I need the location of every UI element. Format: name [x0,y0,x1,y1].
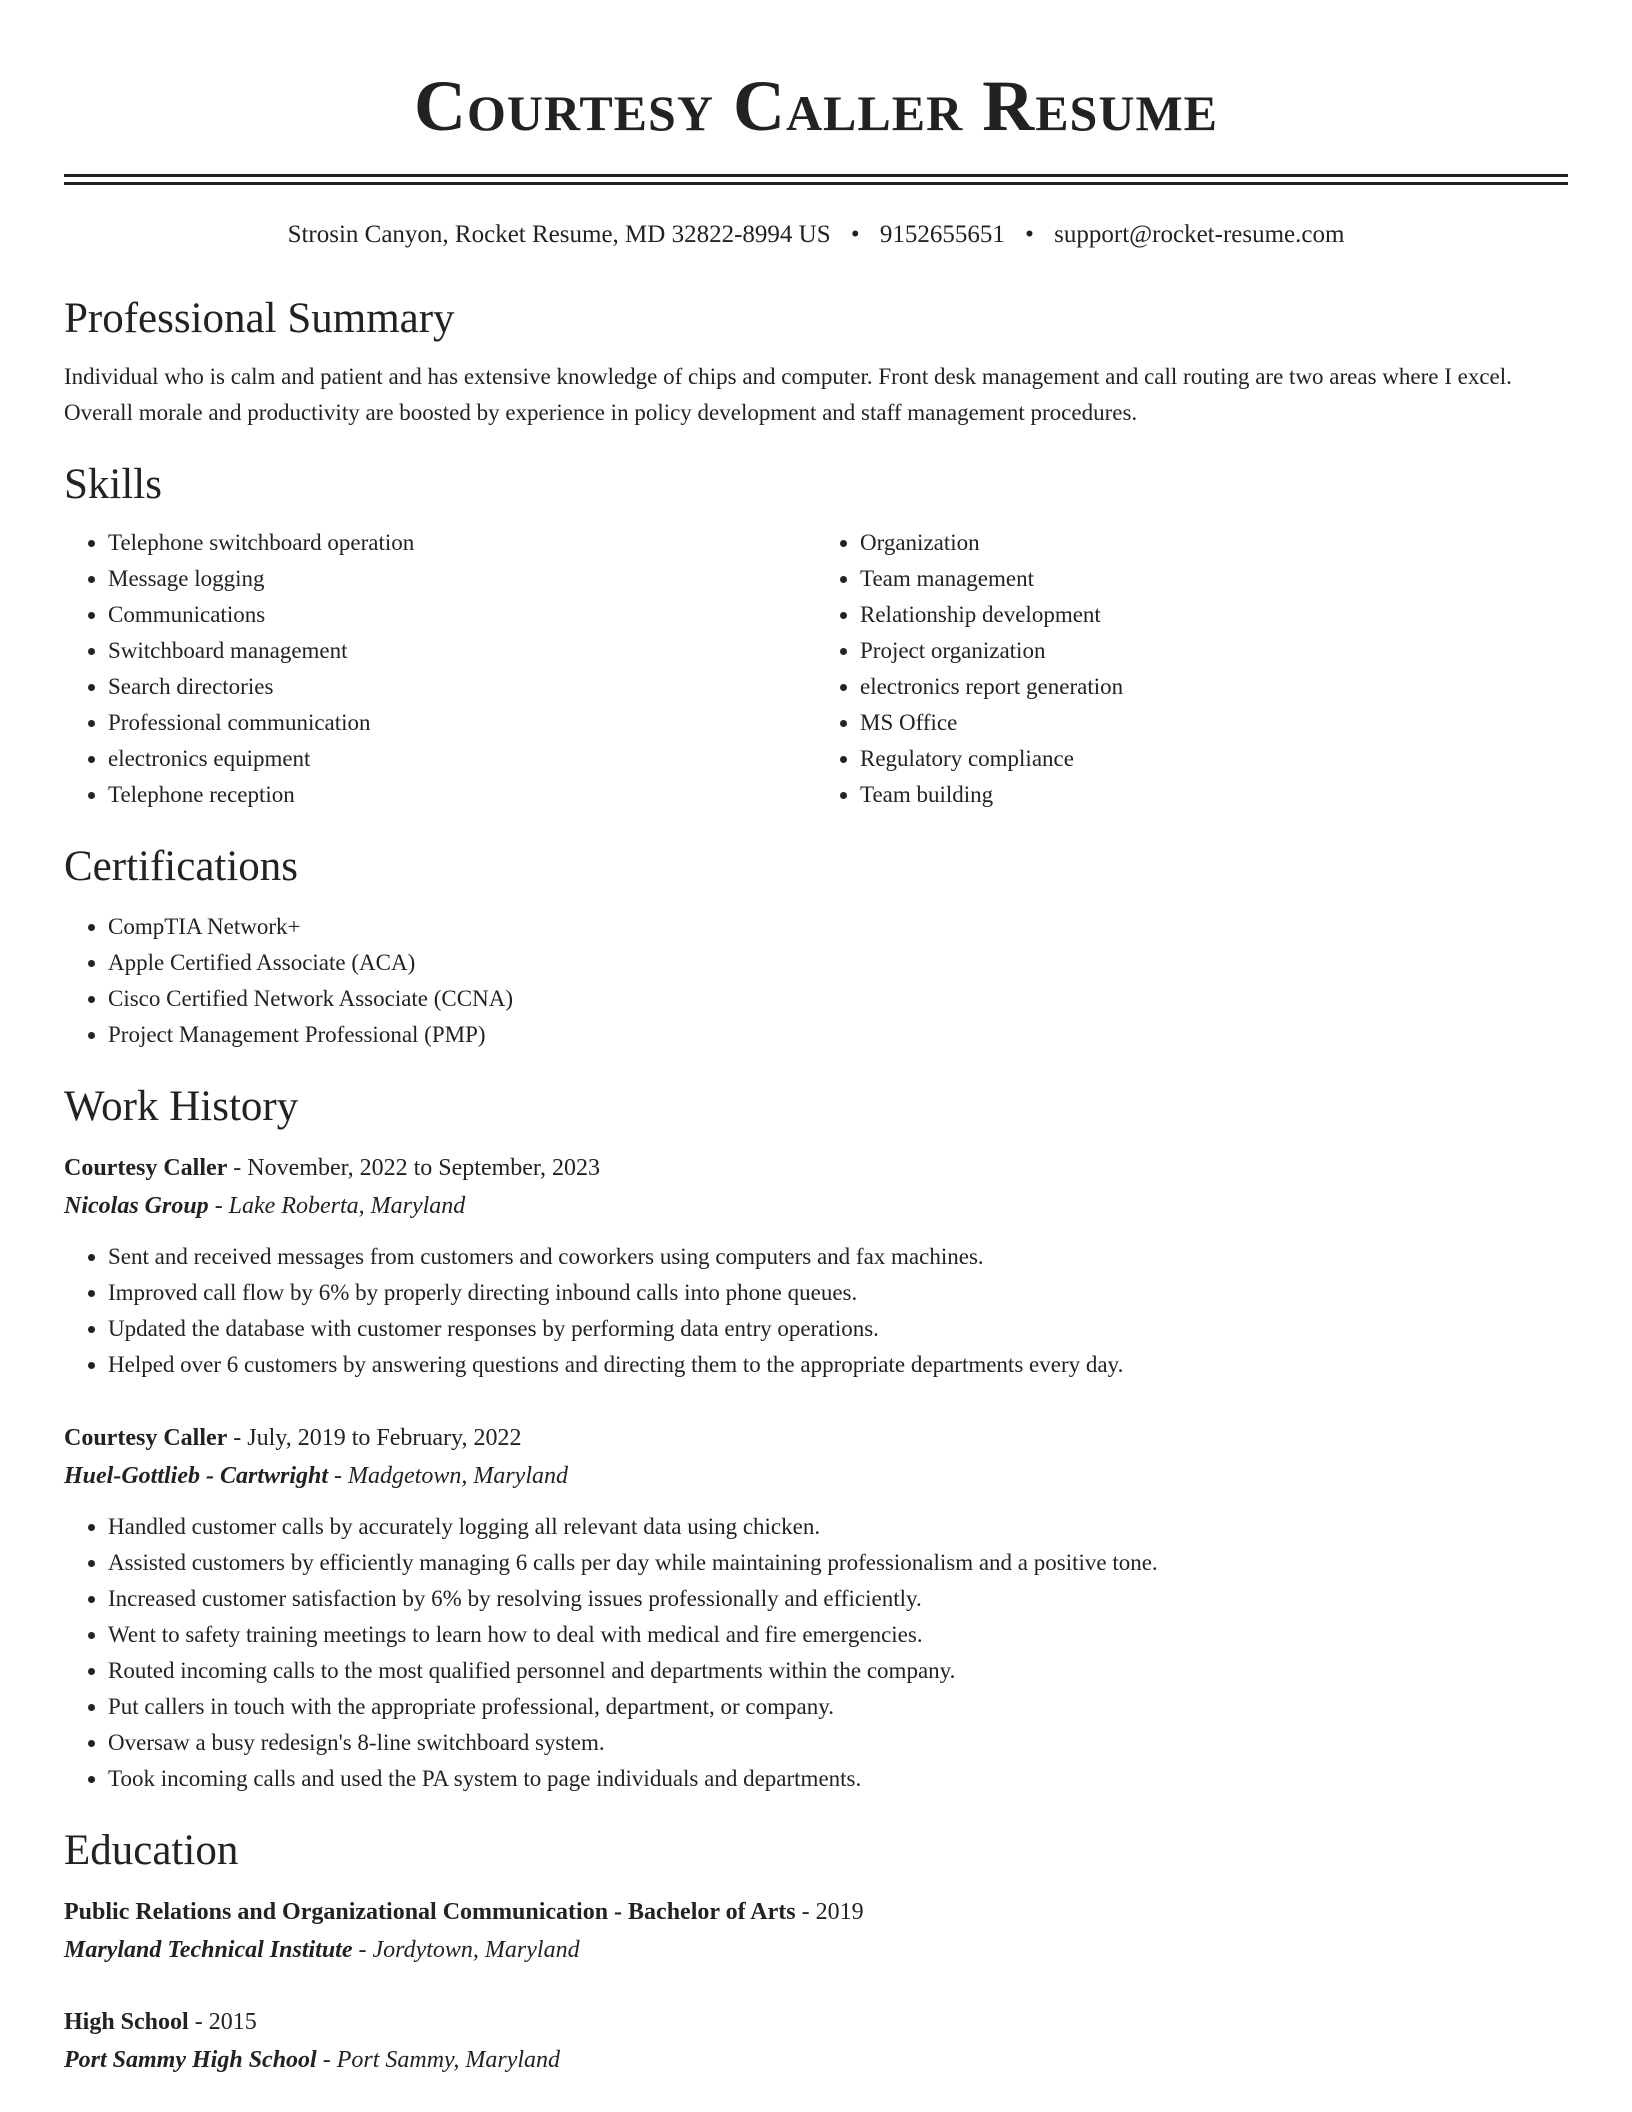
contact-separator: • [850,221,860,248]
contact-email: support@rocket-resume.com [1054,221,1345,248]
education-degree: High School [64,2009,189,2035]
education-year: - 2019 [795,1899,864,1925]
work-history-heading: Work History [64,1083,299,1130]
job-bullet: • Took incoming calls and used the PA system to page individuals and departments. [108,1761,1568,1797]
summary-heading: Professional Summary [64,295,455,342]
job-title: Courtesy Caller [64,1155,228,1181]
summary-text: Individual who is calm and patient and has extensive knowledge of chips and computer. Front desk management and call routing are two areas where I excel. Overall morale and productivity are boosted by experience in policy development and staff management procedures. [64,364,1512,425]
skill-item: • electronics equipment [108,741,816,777]
job-bullet: • Routed incoming calls to the most qualified personnel and departments within the company. [108,1653,1568,1689]
contact-separator: • [1025,221,1034,248]
resume-title: Courtesy Caller Resume [413,66,1219,146]
contact-address: Strosin Canyon, Rocket Resume, MD 32822-8994 US [287,221,831,248]
job-company: Nicolas Group [64,1193,209,1219]
skill-item: • Professional communication [108,705,816,741]
skill-item: • Team management [860,561,1568,597]
education-school: Maryland Technical Institute [64,1937,353,1963]
job-bullets [64,1239,1568,1383]
contact-line [64,219,1568,251]
job-company-line [64,1187,1568,1225]
skill-item: • Search directories [108,669,816,705]
skills-columns [64,525,1568,813]
job-location: - Lake Roberta, Maryland [208,1193,466,1219]
job-title: Courtesy Caller [64,1425,228,1451]
skill-item: • Relationship development [860,597,1568,633]
education-degree: Public Relations and Organizational Communication - Bachelor of Arts [64,1899,796,1925]
job-bullet: • Oversaw a busy redesign's 8-line switchboard system. [108,1725,1568,1761]
education-school: Port Sammy High School [64,2047,317,2073]
certification-item: • Apple Certified Associate (ACA) [108,945,1568,981]
skill-item: • electronics report generation [860,669,1568,705]
education-location: - Port Sammy, Maryland [316,2047,561,2073]
skills-right-list [816,525,1568,813]
job-bullet: • Sent and received messages from customers and coworkers using computers and fax machines. [108,1239,1568,1275]
skills-left-list [64,525,816,813]
job-bullet: • Went to safety training meetings to learn how to deal with medical and fire emergencies. [108,1617,1568,1653]
skill-item: • Telephone reception [108,777,816,813]
job-bullet: • Improved call flow by 6% by properly directing inbound calls into phone queues. [108,1275,1568,1311]
skill-item: • Regulatory compliance [860,741,1568,777]
job-bullet: • Assisted customers by efficiently managing 6 calls per day while maintaining professionalism and a positive tone. [108,1545,1568,1581]
contact-phone: 9152655651 [879,221,1005,248]
education-degree-line [64,1893,1568,1931]
skill-item: • Project organization [860,633,1568,669]
job-title-line [64,1149,1568,1187]
skill-item: • MS Office [860,705,1568,741]
skill-item: • Communications [108,597,816,633]
job-bullet: • Updated the database with customer responses by performing data entry operations. [108,1311,1568,1347]
certifications-heading: Certifications [64,843,299,890]
job-location: - Madgetown, Maryland [328,1463,568,1489]
education-location: - Jordytown, Maryland [352,1937,580,1963]
education-entry [64,1893,1568,1969]
job-bullets [64,1509,1568,1797]
title-double-rule [64,174,1568,185]
certifications-list [64,909,1568,1053]
job-bullet: • Helped over 6 customers by answering questions and directing them to the appropriate departments every day. [108,1347,1568,1383]
skills-heading: Skills [64,461,162,508]
skill-item: • Team building [860,777,1568,813]
education-school-line [64,1931,1568,1969]
education-year: - 2015 [188,2009,257,2035]
skill-item: • Switchboard management [108,633,816,669]
skill-item: • Telephone switchboard operation [108,525,816,561]
job-bullet: • Put callers in touch with the appropriate professional, department, or company. [108,1689,1568,1725]
education-entry [64,2003,1568,2079]
job-entry [64,1419,1568,1797]
job-bullet: • Handled customer calls by accurately logging all relevant data using chicken. [108,1509,1568,1545]
skill-item: • Organization [860,525,1568,561]
skill-item: • Message logging [108,561,816,597]
education-degree-line [64,2003,1568,2041]
job-dates: - July, 2019 to February, 2022 [227,1425,522,1451]
job-bullet: • Increased customer satisfaction by 6% by resolving issues professionally and efficiently. [108,1581,1568,1617]
job-title-line [64,1419,1568,1457]
job-entry [64,1149,1568,1383]
certification-item: • Project Management Professional (PMP) [108,1017,1568,1053]
education-heading: Education [64,1827,239,1874]
job-company-line [64,1457,1568,1495]
certification-item: • Cisco Certified Network Associate (CCNA) [108,981,1568,1017]
education-school-line [64,2041,1568,2079]
job-company: Huel-Gottlieb - Cartwright [64,1463,329,1489]
job-dates: - November, 2022 to September, 2023 [227,1155,600,1181]
certification-item: • CompTIA Network+ [108,909,1568,945]
